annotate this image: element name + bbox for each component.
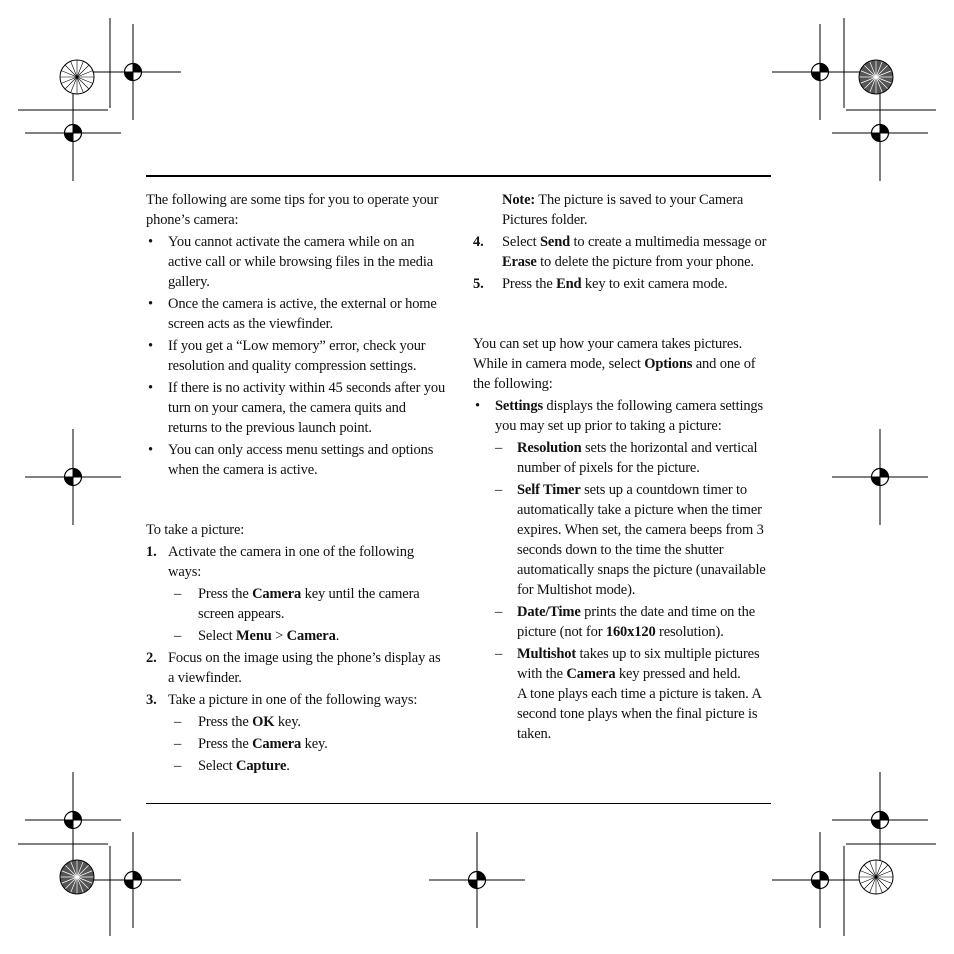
step-4: 4. Select Send to create a multimedia message or Erase to delete the picture from your phone. [473, 234, 767, 270]
step-3b: – Press the Camera key. [174, 736, 328, 752]
step-1b: – Select Menu > Camera. [174, 628, 340, 644]
bullet-icon: • [475, 398, 480, 414]
tip-item: • Once the camera is active, the external or home screen acts as the viewfinder. [148, 296, 437, 332]
dash-icon: – [495, 604, 503, 620]
right-column [473, 190, 773, 744]
tip-item: • You can only access menu settings and options when the camera is active. [148, 442, 434, 478]
tip-item: • If you get a “Low memory” error, check your resolution and quality compression settings. [148, 338, 426, 374]
tips-intro: The following are some tips for you to operate your phone’s camera: [146, 192, 439, 228]
dash-icon: – [174, 714, 182, 730]
dash-icon: – [495, 482, 503, 498]
step-3a: – Press the OK key. [174, 714, 301, 730]
options-intro: You can set up how your camera takes pictures. While in camera mode, select Options and one of the following: [473, 336, 756, 392]
bullet-icon: • [148, 380, 153, 396]
resolution-item: – Resolution sets the horizontal and vertical number of pixels for the picture. [495, 440, 758, 476]
bullet-icon: • [148, 338, 153, 354]
self-timer-item: – Self Timer sets up a countdown timer to automatically take a picture when the timer expires. When set, the camera beeps from 3 seconds down to the time the shutter automatically snaps the picture (unavailable for Multishot mode). [495, 482, 766, 598]
tip-item: • If there is no activity within 45 seconds after you turn on your camera, the camera quits and returns to the previous launch point. [148, 380, 446, 436]
dash-icon: – [174, 628, 182, 644]
tip-item: • You cannot activate the camera while on an active call or while browsing files in the media gallery. [148, 234, 433, 290]
dash-icon: – [174, 736, 182, 752]
multishot-item: – Multishot takes up to six multiple pictures with the Camera key pressed and held. A tone plays each time a picture is taken. A second tone plays when the final picture is taken. [495, 646, 761, 742]
dash-icon: – [174, 758, 182, 774]
step-1a: – Press the Camera key until the camera screen appears. [174, 586, 420, 622]
settings-item: • Settings displays the following camera settings you may set up prior to taking a picture: [475, 398, 764, 434]
take-picture-intro: To take a picture: [146, 522, 245, 538]
step-1: 1. Activate the camera in one of the following ways: [146, 544, 414, 580]
bullet-icon: • [148, 234, 153, 250]
bullet-icon: • [148, 296, 153, 312]
step-3: 3. Take a picture in one of the following ways: [146, 692, 418, 708]
dash-icon: – [495, 440, 503, 456]
header-rule [146, 175, 771, 177]
footer-rule [146, 803, 771, 804]
left-column [146, 190, 446, 776]
step-3c: – Select Capture. [174, 758, 290, 774]
date-time-item: – Date/Time prints the date and time on the picture (not for 160x120 resolution). [495, 604, 756, 640]
dash-icon: – [495, 646, 503, 662]
step-2: 2. Focus on the image using the phone’s display as a viewfinder. [146, 650, 441, 686]
step-5: 5. Press the End key to exit camera mode. [473, 276, 728, 292]
dash-icon: – [174, 586, 182, 602]
note: Note: The picture is saved to your Camera Pictures folder. [502, 192, 744, 228]
bullet-icon: • [148, 442, 153, 458]
